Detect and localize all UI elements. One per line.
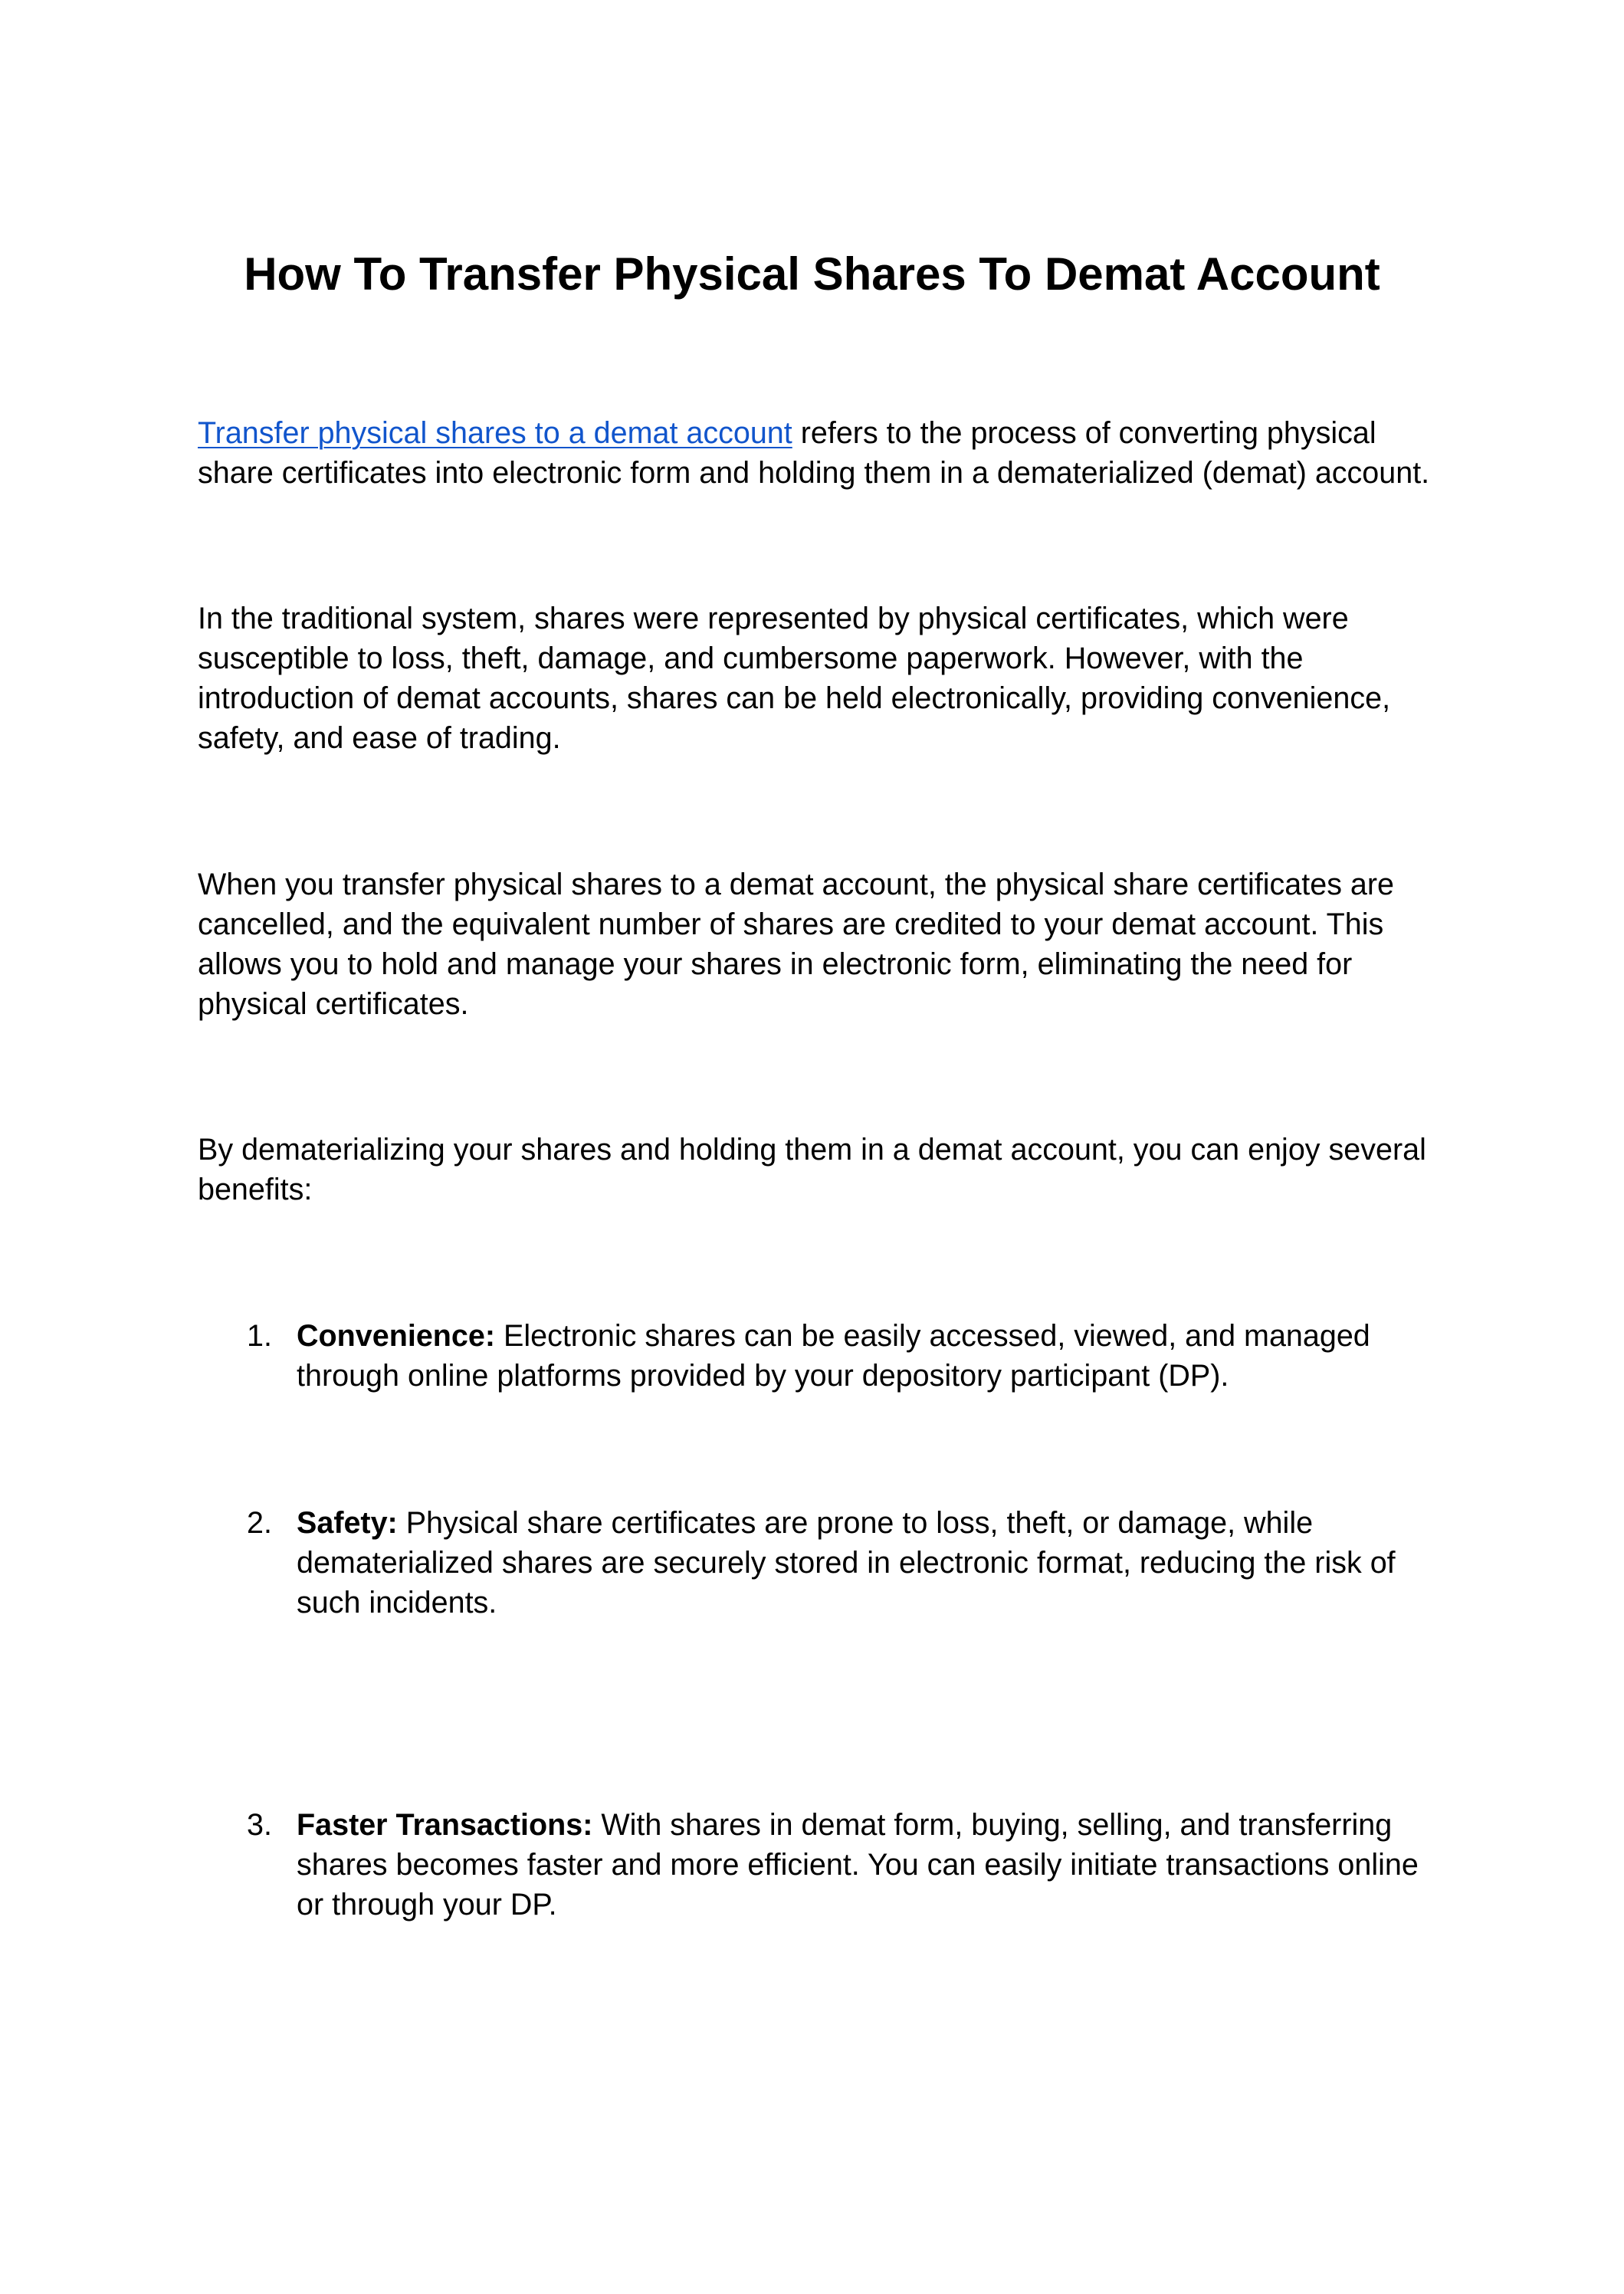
list-number: 2. — [247, 1506, 272, 1540]
benefit-description: Physical share certificates are prone to loss, theft, or damage, while dematerialized shares are securely stored in electronic format, reducing the risk of such incidents. — [297, 1506, 1396, 1620]
benefit-description: Electronic shares can be easily accessed, viewed, and managed through online platforms provided by your depository participant (DP). — [297, 1319, 1370, 1393]
page-title: How To Transfer Physical Shares To Demat Account — [244, 248, 1380, 300]
list-number: 3. — [247, 1808, 272, 1842]
benefit-text — [297, 1805, 1446, 1925]
benefit-term: Convenience: — [297, 1319, 496, 1353]
benefit-text — [297, 1316, 1446, 1396]
intro-link[interactable]: Transfer physical shares to a demat account — [198, 416, 792, 450]
paragraph-transfer-process: When you transfer physical shares to a demat account, the physical share certificates are cancelled, and the equivalent number of shares are credited to your demat account. This allows you to hold and manage your shares in electronic form, eliminating the need for physical certificates. — [198, 868, 1395, 1021]
benefit-term: Faster Transactions: — [297, 1808, 593, 1842]
paragraph-traditional-system: In the traditional system, shares were represented by physical certificates, which were susceptible to loss, theft, damage, and cumbersome paperwork. However, with the introduction of demat accounts, shares can be held electronically, providing convenience, safety, and ease of trading. — [198, 602, 1391, 755]
paragraph-benefits-intro: By dematerializing your shares and holding them in a demat account, you can enjoy several benefits: — [198, 1133, 1426, 1206]
benefit-term: Safety: — [297, 1506, 398, 1540]
intro-text: refers to the process of converting physical share certificates into electronic form and holding them in a dematerialized (demat) account. — [198, 416, 1430, 490]
benefit-description: With shares in demat form, buying, selling, and transferring shares becomes faster and more efficient. You can easily initiate transactions online or through your DP. — [297, 1808, 1419, 1922]
benefit-text — [297, 1503, 1446, 1623]
intro-paragraph — [198, 413, 1439, 493]
list-number: 1. — [247, 1319, 272, 1353]
